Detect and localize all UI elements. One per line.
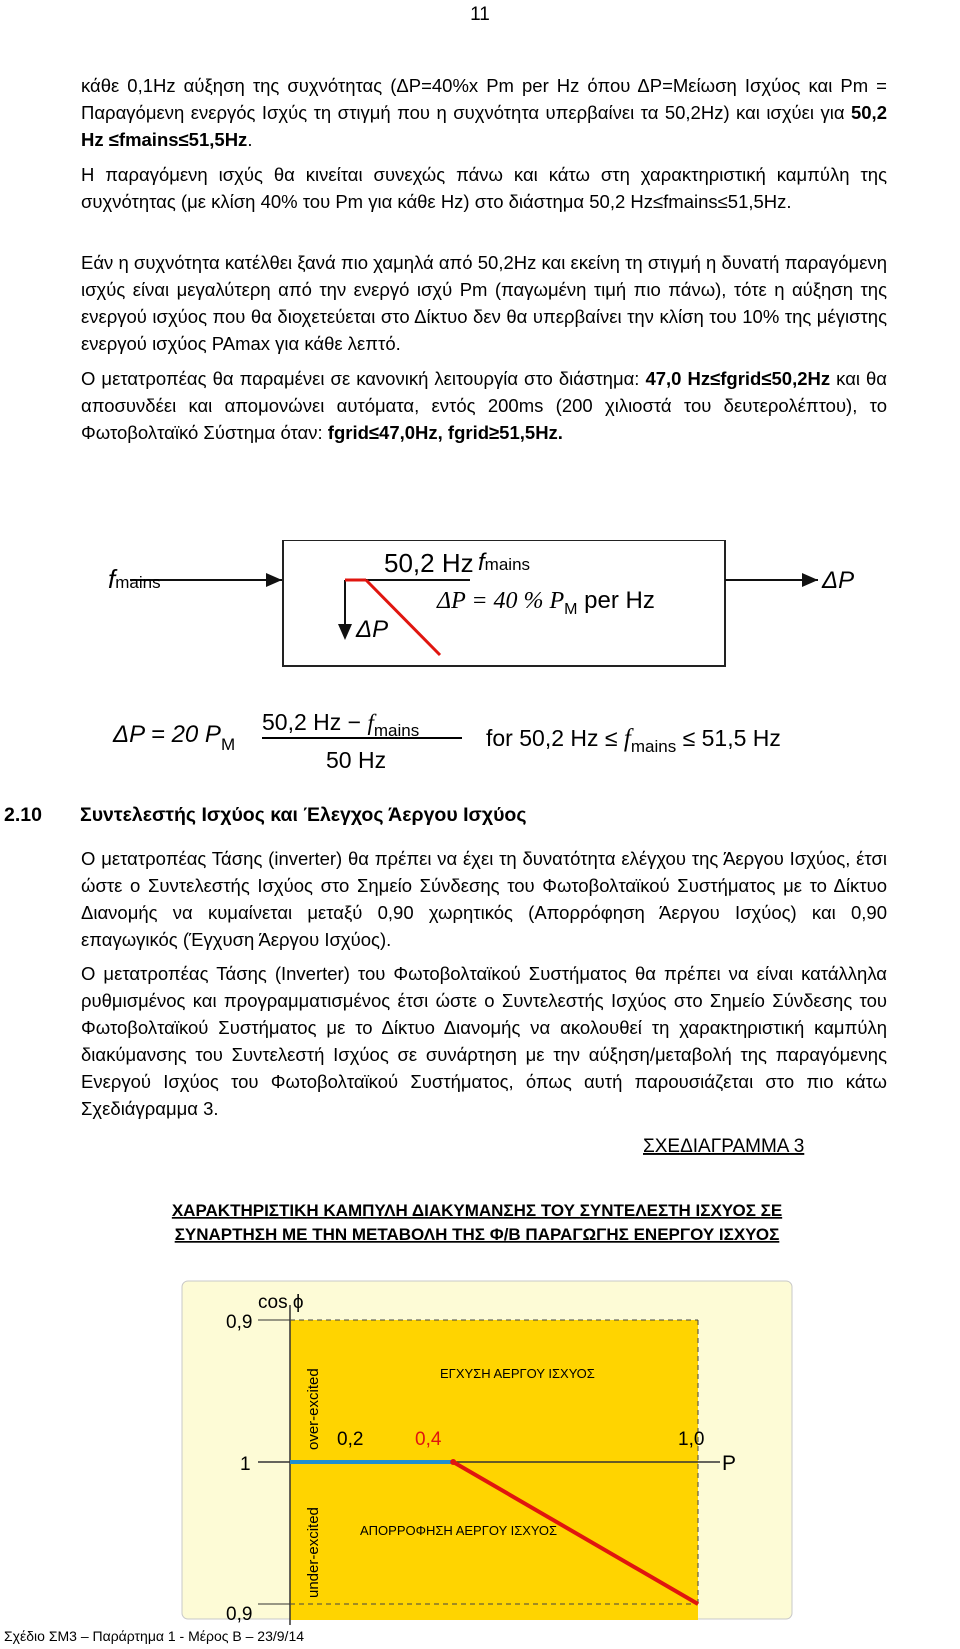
text-run: 50,2 Hz ≤fmains≤51,5Hz [81,102,887,150]
delta-p-arrowhead [338,624,352,640]
f-mains-mid-label: fmains [478,549,531,576]
formula-condition: for 50,2 $Hz \le f_{mains} \le 51,5$ Hz [486,725,781,756]
reduction-formula [0,700,960,780]
paragraph-power-factor [81,845,887,953]
delta-p-down-label: ΔP [356,616,389,643]
figure-3 [0,1130,960,1630]
text-run: κάθε 0,1Hz αύξηση της συχνότητας (ΔP=40%x Pm per Hz όπου ΔP=Μείωση Ισχύος και Pm = Παραγόμενη ενεργός Ισχύς τη στιγμή που η συχνότητα υπερβαίνει τα 50,2Hz) και ισχύει για [81,75,887,123]
ylabel: cos ϕ [258,1292,304,1313]
page-number: 11 [470,4,490,25]
footer: Σχέδιο ΣΜ3 – Παράρτημα 1 - Μέρος Β – 23/9/14 [4,1628,305,1644]
paragraph-power-curve [81,161,887,215]
x-tick-0-4: 0,4 [415,1429,442,1450]
formula-denominator: 50 Hz [326,747,387,773]
y-tick-top: 0,9 [226,1312,253,1333]
x-tick-0-2: 0,2 [337,1429,364,1450]
paragraph-frequency-drop [81,249,887,357]
y-tick-mid: 1 [240,1454,251,1475]
text-run: fgrid≤47,0Hz, fgrid≥51,5Hz. [327,422,563,443]
series-point-knee [450,1459,456,1465]
text-run: και θα αποσυνδέει και απομονώνει αυτόματα, εντός 200ms (200 χιλιοστά του δευτερολέπτου), το Φωτοβολταϊκό Σύστημα όταν: [81,368,887,443]
text-run: Εάν η συχνότητα κατέλθει ξανά πιο χαμηλά από 50,2Hz και εκείνη τη στιγμή η δυνατή παραγόμενη ισχύς είναι μεγαλύτερη από την ενεργό ισχύ Pm (παγωμένη τιμή πιο πάνω), τότε η αύξηση της ενεργού ισχύος που θα διοχετεύεται στο Δίκτυο δεν θα υπερβαίνει την κλίση του 10% της μέγιστης ενεργού ισχύος PAmax για κάθε λεπτό. [81,252,887,354]
slope-formula: ΔP = 40 % $P_M$ per Hz [437,587,655,618]
threshold-label: 50,2 Hz [384,548,474,578]
section-heading [4,804,526,827]
formula-lhs: ΔP = 20 $P_M$ [113,721,236,754]
text-run: Η παραγόμενη ισχύς θα κινείται συνεχώς πάνω και κάτω στη χαρακτηριστική καμπύλη της συχνότητας (με κλίση 40% του Pm για κάθε Hz) στο διάστημα 50,2 Hz≤fmains≤51,5Hz. [81,164,887,212]
over-excited-label: over-excited [305,1368,322,1450]
text-run: Ο μετατροπέας Τάσης (Inverter) του Φωτοβολταϊκού Συστήματος θα πρέπει να είναι κατάλληλα ρυθμισμένος και προγραμματισμένος έτσι ώστε ο Συντελεστής Ισχύος στο Σημείο Σύνδεσης του Φωτοβολταϊκού Συστήματος με το Δίκτυο Διανομής να ακολουθεί τη χαρακτηριστική καμπύλη διακύμανσης του Συντελεστή Ισχύος σε συνάρτηση με την αύξηση/μεταβολή της παραγόμενης Ενεργού Ισχύος του Φωτοβολταϊκού Συστήματος, όπως αυτή παρουσιάζεται στο πιο κάτω Σχεδιάγραμμα 3. [81,963,887,1119]
f-mains-left-label: fmains [108,564,161,594]
paragraph-inverter-setting [81,960,887,1122]
under-excited-label: under-excited [305,1507,322,1598]
formula-numerator: 50,2 $Hz - f_{mains}$ [262,709,420,740]
figure-title-2: ΣΥΝΑΡΤΗΣΗ ΜΕ ΤΗΝ ΜΕΤΑΒΟΛΗ ΤΗΣ Φ/Β ΠΑΡΑΓΩΓΗΣ ΕΝΕΡΓΟΥ ΙΣΧΥΟΣ [174,1225,780,1244]
section-number: 2.10 [4,804,42,826]
x-tick-1-0: 1,0 [678,1429,705,1450]
text-run: 47,0 Hz≤fgrid≤50,2Hz [645,368,831,389]
delta-p-right-arrowhead [802,573,818,587]
text-run: . [247,129,253,150]
paragraph-disconnection [81,365,887,446]
f-mains-arrowhead [266,573,282,587]
absorption-annotation: ΑΠΟΡΡΟΦΗΣΗ ΑΕΡΓΟΥ ΙΣΧΥΟΣ [360,1523,558,1538]
plot-area [290,1320,698,1620]
paragraph-frequency-reduction [81,72,887,153]
power-reduction-diagram [0,540,960,680]
text-run: Ο μετατροπέας Τάσης (inverter) θα πρέπει να έχει τη δυνατότητα ελέγχου της Άεργου Ισχύος, έτσι ώστε ο Συντελεστής Ισχύος στο Σημείο Σύνδεσης του Φωτοβολταϊκού Συστήματος με το Δίκτυο Διανομής να κυμαίνεται μεταξύ 0,90 χωρητικός (Απορρόφηση Άεργου Ισχύος) και 0,90 επαγωγικός (Έγχυση Άεργου Ισχύος). [81,848,887,950]
delta-p-right-label: ΔP [822,567,855,594]
y-tick-bottom: 0,9 [226,1604,253,1625]
text-run: Ο μετατροπέας θα παραμένει σε κανονική λειτουργία στο διάστημα: [81,368,646,389]
figure-label: ΣΧΕΔΙΑΓΡΑΜΜΑ 3 [643,1136,805,1157]
xlabel: P [722,1452,737,1475]
figure-title-1: ΧΑΡΑΚΤΗΡΙΣΤΙΚΗ ΚΑΜΠΥΛΗ ΔΙΑΚΥΜΑΝΣΗΣ ΤΟΥ ΣΥΝΤΕΛΕΣΤΗ ΙΣΧΥΟΣ ΣΕ [171,1201,783,1220]
section-title: Συντελεστής Ισχύος και Έλεγχος Άεργου Ισχύος [80,804,527,826]
injection-annotation: ΕΓΧΥΣΗ ΑΕΡΓΟΥ ΙΣΧΥΟΣ [440,1366,595,1381]
